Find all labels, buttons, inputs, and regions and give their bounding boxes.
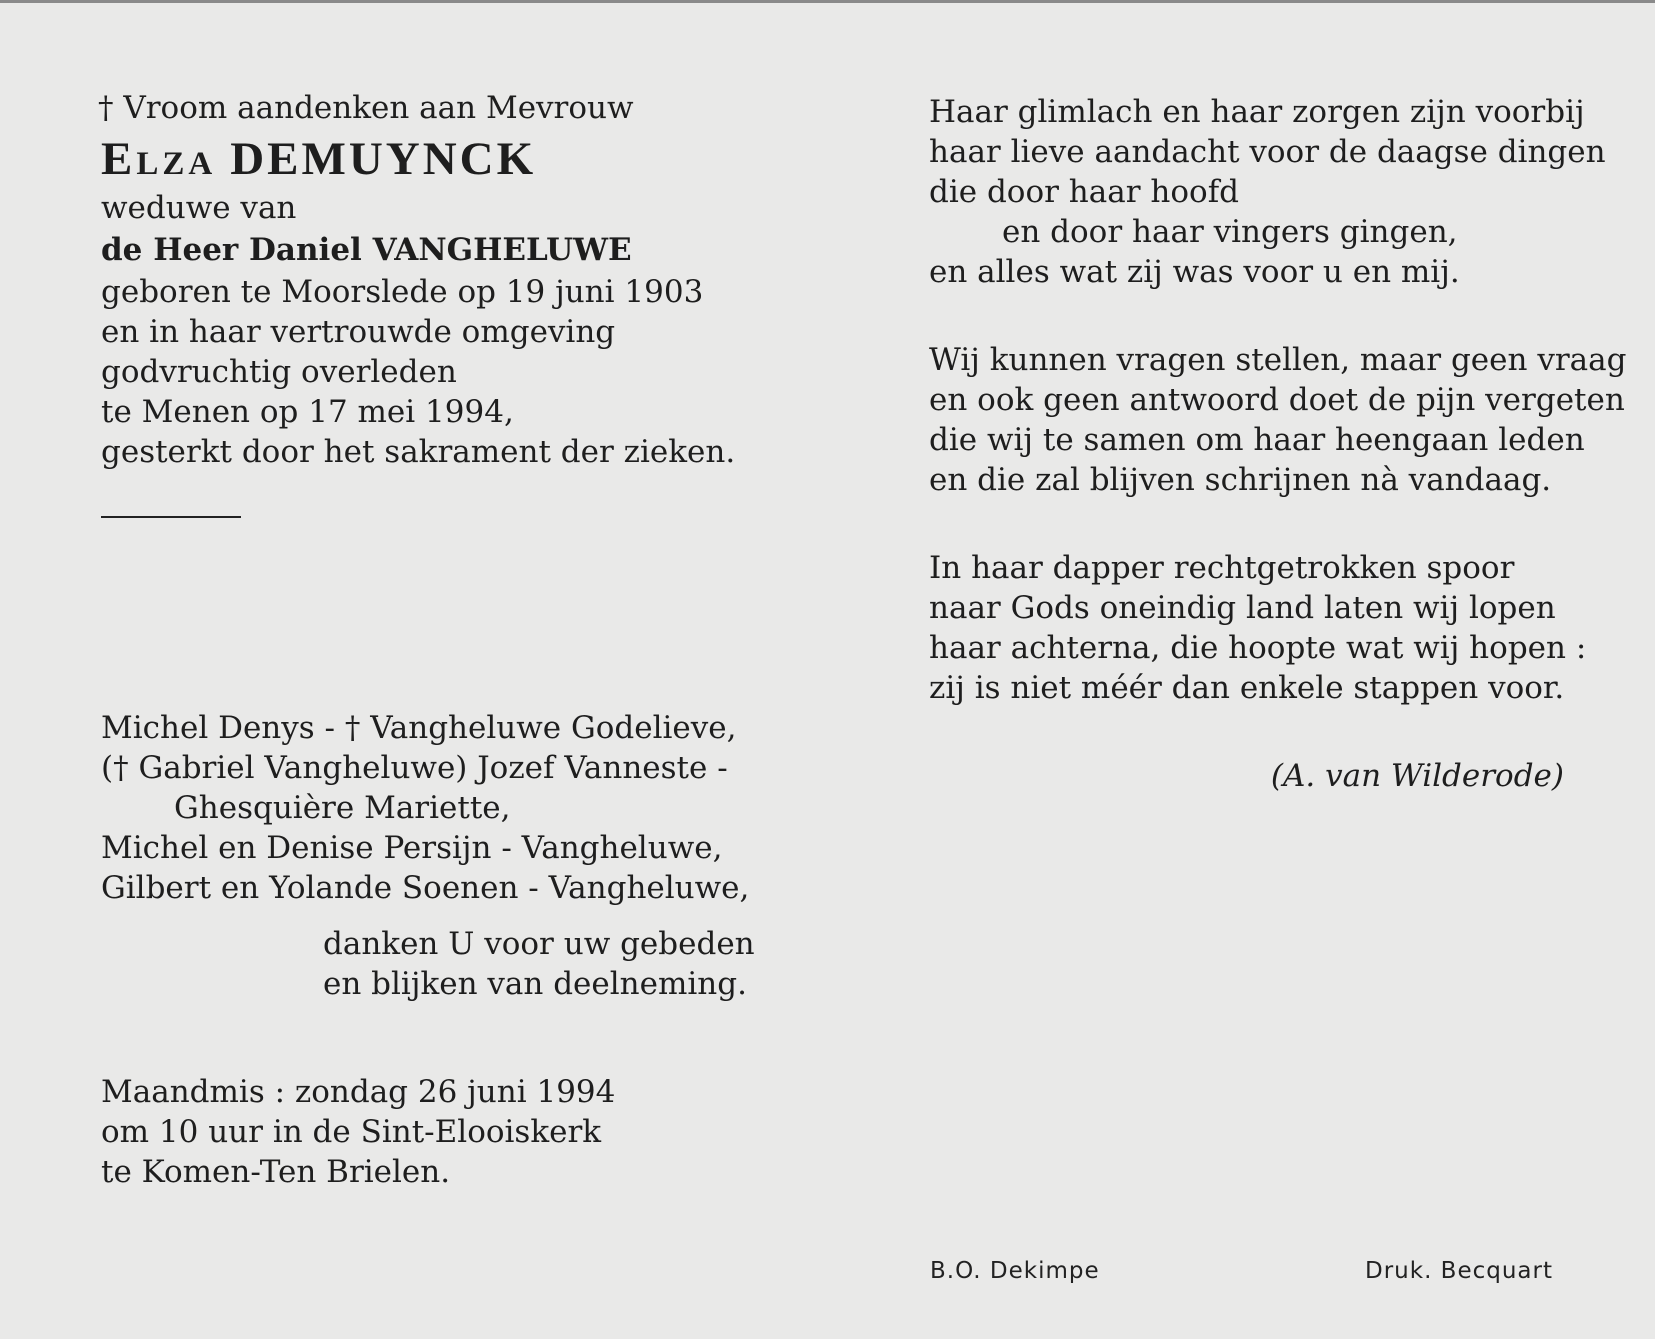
- bio-line: en in haar vertrouwde omgeving: [101, 314, 616, 350]
- widow-of-line: weduwe van: [101, 190, 297, 226]
- thanks-line: danken U voor uw gebeden: [323, 926, 755, 962]
- family-line: Gilbert en Yolande Soenen - Vangheluwe,: [101, 870, 750, 906]
- mass-block: [101, 1072, 821, 1192]
- poem-column: [929, 92, 1627, 796]
- poem-line: die door haar hoofd: [929, 174, 1240, 210]
- family-line: († Gabriel Vangheluwe) Jozef Vanneste -: [101, 750, 728, 786]
- bio-line: geboren te Moorslede op 19 juni 1903: [101, 274, 704, 310]
- mass-line: te Komen-Ten Brielen.: [101, 1154, 451, 1190]
- bio-line: gesterkt door het sakrament der zieken.: [101, 434, 736, 470]
- first-name: Elza: [101, 133, 217, 185]
- family-line: Michel en Denise Persijn - Vangheluwe,: [101, 830, 723, 866]
- printer-credit: Druk. Becquart: [1365, 1258, 1554, 1284]
- poem-line: Haar glimlach en haar zorgen zijn voorbij: [929, 94, 1585, 130]
- last-name: DEMUYNCK: [230, 133, 537, 185]
- thanks-line: en blijken van deelneming.: [323, 966, 747, 1002]
- poem-stanza: [929, 548, 1599, 708]
- family-block: [101, 708, 821, 908]
- poem-stanza: [929, 92, 1606, 292]
- poem-line: In haar dapper rechtgetrokken spoor: [929, 550, 1515, 586]
- bio-line: te Menen op 17 mei 1994,: [101, 394, 514, 430]
- poem-line: en die zal blijven schrijnen nà vandaag.: [929, 462, 1552, 498]
- mass-line: Maandmis : zondag 26 juni 1994: [101, 1074, 616, 1110]
- family-line: Ghesquière Mariette,: [174, 790, 511, 826]
- left-column: [98, 88, 821, 1192]
- undertaker-credit: B.O. Dekimpe: [930, 1258, 1100, 1284]
- bio-block: [101, 272, 821, 472]
- poem-author: (A. van Wilderode): [1270, 758, 1564, 794]
- poem-line: en door haar vingers gingen,: [1002, 214, 1458, 250]
- poem-line: haar lieve aandacht voor de daagse dingen: [929, 134, 1606, 170]
- poem-line: Wij kunnen vragen stellen, maar geen vraag: [929, 342, 1627, 378]
- poem-line: zij is niet méér dan enkele stappen voor.: [929, 670, 1565, 706]
- poem-stanza: [929, 340, 1627, 500]
- bio-line: godvruchtig overleden: [101, 354, 457, 390]
- husband-name: de Heer Daniel VANGHELUWE: [101, 232, 632, 268]
- deceased-name: [101, 130, 821, 188]
- family-line: Michel Denys - † Vangheluwe Godelieve,: [101, 710, 737, 746]
- poem-line: en alles wat zij was voor u en mij.: [929, 254, 1460, 290]
- mass-line: om 10 uur in de Sint-Elooiskerk: [101, 1114, 602, 1150]
- poem-line: die wij te samen om haar heengaan leden: [929, 422, 1585, 458]
- top-edge-line: [0, 0, 1655, 3]
- poem-line: naar Gods oneindig land laten wij lopen: [929, 590, 1556, 626]
- poem-line: haar achterna, die hoopte wat wij hopen :: [929, 630, 1587, 666]
- thanks-block: [101, 924, 821, 1004]
- poem-line: en ook geen antwoord doet de pijn vergeten: [929, 382, 1625, 418]
- intro-line: † Vroom aandenken aan Mevrouw: [98, 90, 634, 126]
